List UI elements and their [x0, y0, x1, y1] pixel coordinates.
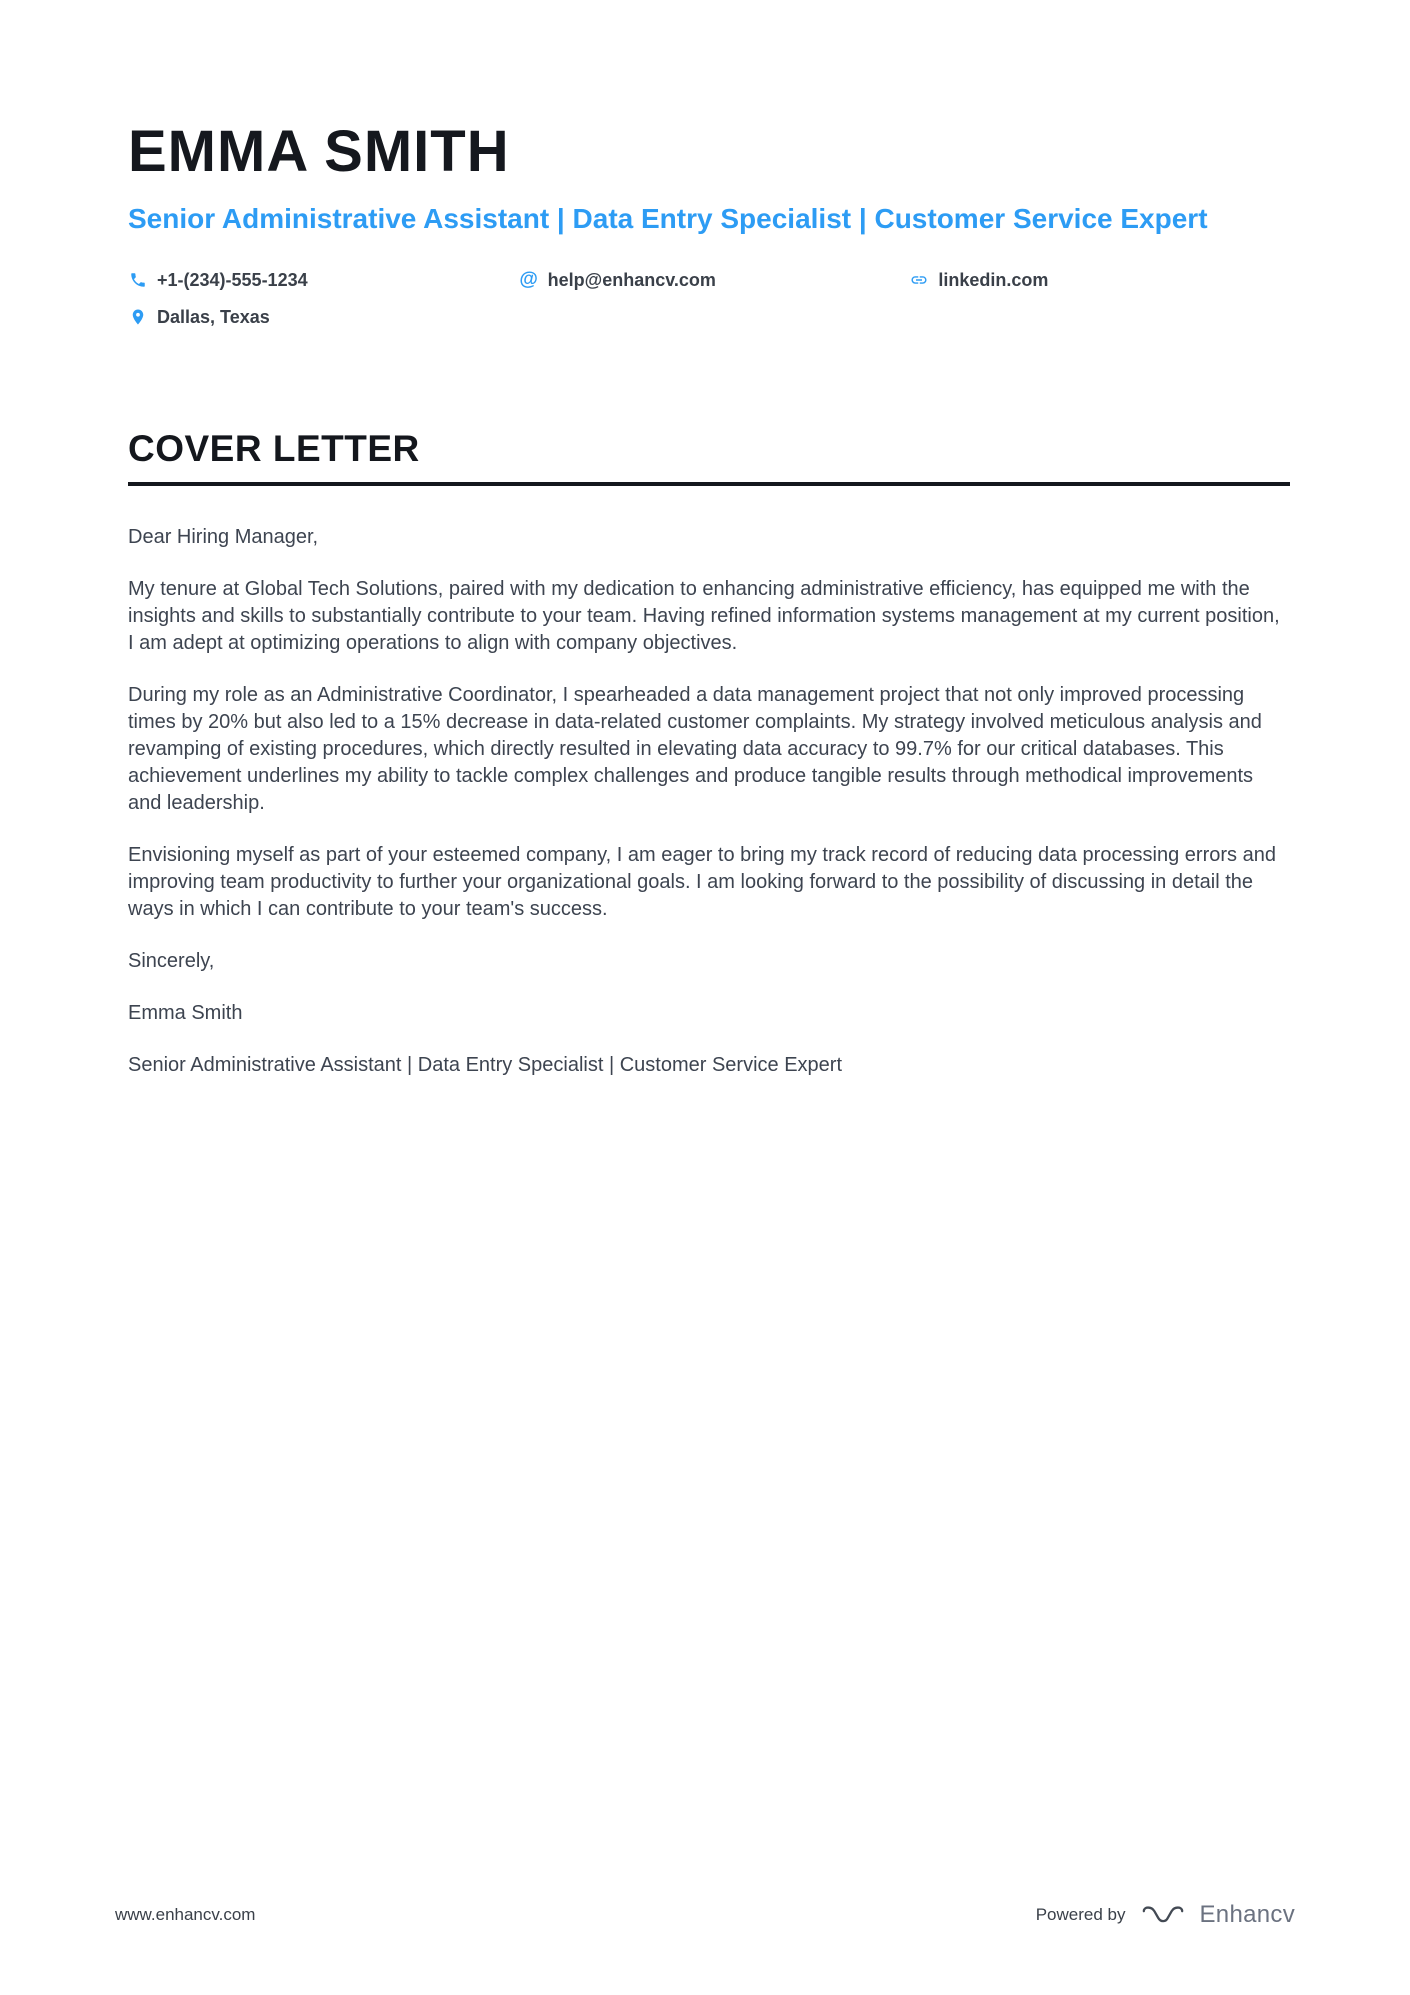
footer	[115, 1901, 1295, 1929]
linkedin-url: linkedin.com	[938, 269, 1049, 290]
paragraph-achievements: During my role as an Administrative Coordinator, I spearheaded a data management project that not only improved processing times by 20% but also led to a 15% decrease in data-related customer complaints. My strategy involved meticulous analysis and revamping of existing procedures, which directly resulted in elevating data accuracy to 99.7% for our critical databases. This achievement underlines my ability to tackle complex challenges and produce tangible results through methodical improvements and leadership.	[128, 683, 1262, 814]
powered-by-label: Powered by	[1035, 1905, 1126, 1924]
signature-name: Emma Smith	[128, 1001, 243, 1024]
footer-brand[interactable]	[1036, 1901, 1295, 1929]
contact-info	[128, 270, 1290, 328]
linkedin-contact[interactable]	[909, 270, 1290, 291]
location-text: Dallas, Texas	[157, 306, 270, 327]
at-icon: @	[519, 269, 538, 291]
footer-website-link[interactable]: www.enhancv.com	[115, 1905, 256, 1924]
name-heading: EMMA SMITH	[128, 119, 510, 184]
paragraph-intro: My tenure at Global Tech Solutions, paired with my dedication to enhancing administrative efficiency, has equipped me with the insights and skills to substantially contribute to your team. Having refined information systems management at my current position, I am adept at optimizing operations to align with company objectives.	[128, 577, 1280, 654]
phone-icon	[128, 270, 148, 290]
letter-body	[128, 524, 1290, 1079]
paragraph-closing: Envisioning myself as part of your esteemed company, I am eager to bring my track record of reducing data processing errors and improving team productivity to further your organizational goals. I am looking forward to the possibility of discussing in detail the ways in which I can contribute to your team's success.	[128, 843, 1276, 920]
link-icon	[909, 270, 929, 290]
cover-letter-section	[128, 428, 1290, 1079]
location-contact	[128, 307, 509, 328]
email-contact[interactable]	[519, 270, 900, 291]
header	[128, 118, 1290, 328]
sign-off: Sincerely,	[128, 949, 215, 972]
phone-contact[interactable]	[128, 270, 509, 291]
section-header	[128, 428, 1290, 486]
location-icon	[128, 307, 148, 327]
job-title: Senior Administrative Assistant | Data Entry Specialist | Customer Service Expert	[128, 203, 1208, 234]
enhancv-logo-icon	[1140, 1902, 1186, 1928]
brand-name: Enhancv	[1199, 1901, 1295, 1928]
email-address: help@enhancv.com	[547, 269, 716, 290]
phone-number: +1-(234)-555-1234	[157, 269, 308, 290]
section-title: COVER LETTER	[128, 427, 420, 469]
salutation: Dear Hiring Manager,	[128, 525, 319, 548]
signature-title: Senior Administrative Assistant | Data Entry Specialist | Customer Service Expert	[128, 1053, 843, 1076]
